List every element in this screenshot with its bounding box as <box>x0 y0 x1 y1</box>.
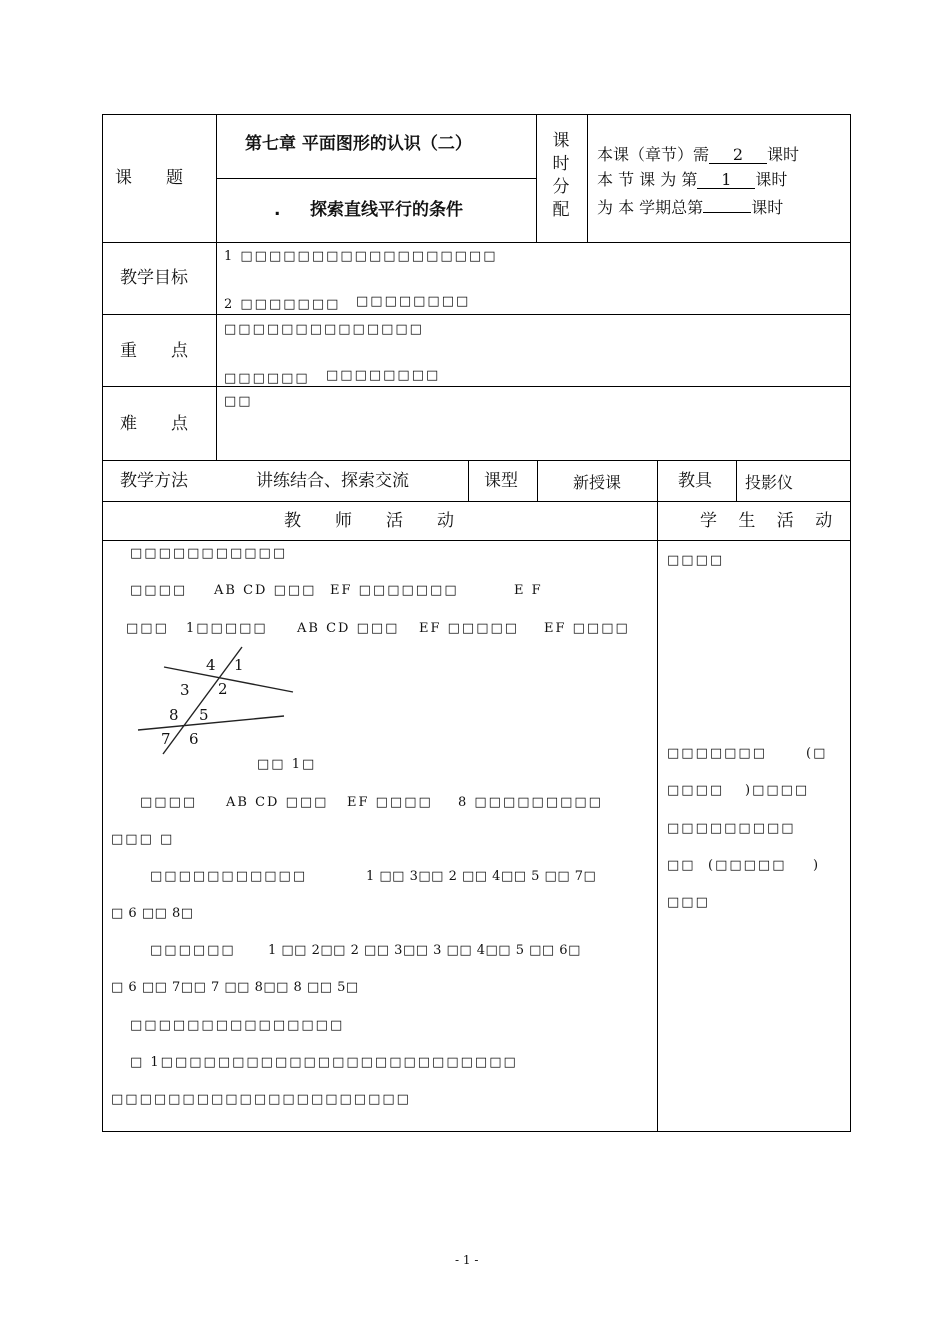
student-line: □□□□□□□□□ <box>667 821 796 836</box>
hours-line-2-value: 1 <box>697 172 755 189</box>
goal-line-2a: 2 □□□□□□□ <box>224 297 341 312</box>
transversal-ef <box>163 647 242 754</box>
angle-label: 2 <box>218 680 228 698</box>
method-label: 教学方法 <box>120 471 188 491</box>
row-divider <box>102 460 850 461</box>
student-line: □□□□ <box>667 783 725 798</box>
topic-label: 课 题 <box>115 168 183 188</box>
hours-line-3-value <box>703 196 751 213</box>
method-value: 讲练结合、探索交流 <box>256 471 409 491</box>
teacher-line: E F <box>514 583 543 598</box>
teacher-line: □□□□ <box>130 583 188 598</box>
hours-line-2-prefix: 本 节 课 为 第 <box>597 170 698 189</box>
student-activity-header: 学 生 活 动 <box>700 511 841 531</box>
angle-label: 4 <box>206 656 216 674</box>
row-divider <box>102 242 850 243</box>
page-number: - 1 - <box>455 1253 479 1267</box>
key-point-label: 重 点 <box>120 341 188 361</box>
student-line: □□□□□□□ <box>667 746 767 761</box>
angle-label: 7 <box>161 730 171 748</box>
teacher-line: □□□□□□□□□□□□□□□ <box>130 1018 345 1033</box>
angle-label: 6 <box>189 730 199 748</box>
hours-line-3-suffix: 课时 <box>751 198 784 217</box>
column-divider <box>536 114 537 243</box>
teacher-line: □□□ <box>126 621 169 636</box>
teacher-activity-header: 教 师 活 动 <box>284 511 454 531</box>
section-dot: . <box>274 200 281 220</box>
teacher-line: □ 1□□□□□□□□□□□□□□□□□□□□□□□□□ <box>130 1055 518 1070</box>
hours-line-2-suffix: 课时 <box>755 170 788 189</box>
student-line: □□□□ <box>667 553 725 568</box>
student-line: (□ <box>806 746 828 761</box>
row-divider <box>102 386 850 387</box>
angle-label: 5 <box>199 706 209 724</box>
teacher-line: EF □□□□□□□ <box>330 583 459 598</box>
section-title: 探索直线平行的条件 <box>310 200 463 220</box>
teacher-line: □□□□□□□□□□□ <box>150 869 308 884</box>
teacher-line: □□□□□□□□□□□□□□□□□□□□□ <box>111 1092 411 1107</box>
lesson-type-value: 新授课 <box>573 473 622 492</box>
goal-label: 教学目标 <box>120 268 188 288</box>
student-line: □□□ <box>667 895 710 910</box>
hours-line-2 <box>597 171 787 189</box>
hour-allocation-label: 课时分配 <box>552 131 570 220</box>
column-divider <box>736 460 737 502</box>
difficulty-line-1: □□ <box>224 394 253 409</box>
lesson-type-label: 课型 <box>484 471 518 491</box>
column-divider <box>537 460 538 502</box>
chapter-title: 第七章 平面图形的认识（二） <box>245 134 472 154</box>
angle-label: 3 <box>180 681 190 699</box>
teacher-line: 8 □□□□□□□□□ <box>458 795 603 810</box>
hours-line-3-prefix: 为 本 学期总第 <box>597 198 704 217</box>
hours-line-1-value: 2 <box>709 147 767 164</box>
column-divider <box>216 114 217 461</box>
teacher-line: AB CD □□□ <box>297 621 400 636</box>
teacher-line: 1 □□ 2□□ 2 □□ 3□□ 3 □□ 4□□ 5 □□ 6□ <box>268 943 581 958</box>
hours-line-1 <box>597 146 799 164</box>
student-line: ) <box>813 858 821 873</box>
row-divider <box>216 178 536 179</box>
teacher-line: □□□□ <box>140 795 198 810</box>
teacher-line: □ 6 □□ 8□ <box>111 906 194 921</box>
teacher-line: EF □□□□ <box>347 795 433 810</box>
teacher-line: 1 □□ 3□□ 2 □□ 4□□ 5 □□ 7□ <box>366 869 597 884</box>
teacher-line: □ 6 □□ 7□□ 7 □□ 8□□ 8 □□ 5□ <box>111 980 359 995</box>
teacher-line: □□□□□□□□□□□ <box>130 546 288 561</box>
key-line-1: □□□□□□□□□□□□□□ <box>224 322 424 337</box>
hours-line-1-suffix: 课时 <box>767 145 800 164</box>
transversal-figure <box>130 645 305 760</box>
teaching-aid-value: 投影仪 <box>745 473 794 492</box>
goal-line-1: 1 □□□□□□□□□□□□□□□□□□ <box>224 249 498 264</box>
column-divider <box>468 460 469 502</box>
teacher-line: □□□□□□ <box>150 943 236 958</box>
figure-caption: □□ 1□ <box>257 757 317 772</box>
student-line: (□□□□□ <box>708 858 787 873</box>
angle-label: 1 <box>234 656 244 674</box>
angle-label: 8 <box>169 706 179 724</box>
teaching-aid-label: 教具 <box>678 471 712 491</box>
teacher-line: □□□ □ <box>111 832 175 847</box>
teacher-line: AB CD □□□ <box>214 583 317 598</box>
difficulty-label: 难 点 <box>120 414 188 434</box>
student-line: □□ <box>667 858 696 873</box>
teacher-line: EF □□□□ <box>544 621 630 636</box>
teacher-line: 1□□□□□ <box>186 621 268 636</box>
key-line-2b: □□□□□□□□ <box>326 368 441 383</box>
line-cd <box>138 716 284 730</box>
column-divider <box>657 460 658 1131</box>
teacher-line: AB CD □□□ <box>226 795 329 810</box>
goal-line-2b: □□□□□□□□ <box>356 294 471 309</box>
row-divider <box>102 501 850 502</box>
row-divider <box>102 314 850 315</box>
hours-line-1-prefix: 本课（章节）需 <box>597 145 710 164</box>
row-divider <box>102 540 850 541</box>
hours-line-3 <box>597 196 783 217</box>
student-line: )□□□□ <box>745 783 810 798</box>
teacher-line: EF □□□□□ <box>419 621 520 636</box>
column-divider <box>587 114 588 243</box>
key-line-2a: □□□□□□ <box>224 371 310 386</box>
